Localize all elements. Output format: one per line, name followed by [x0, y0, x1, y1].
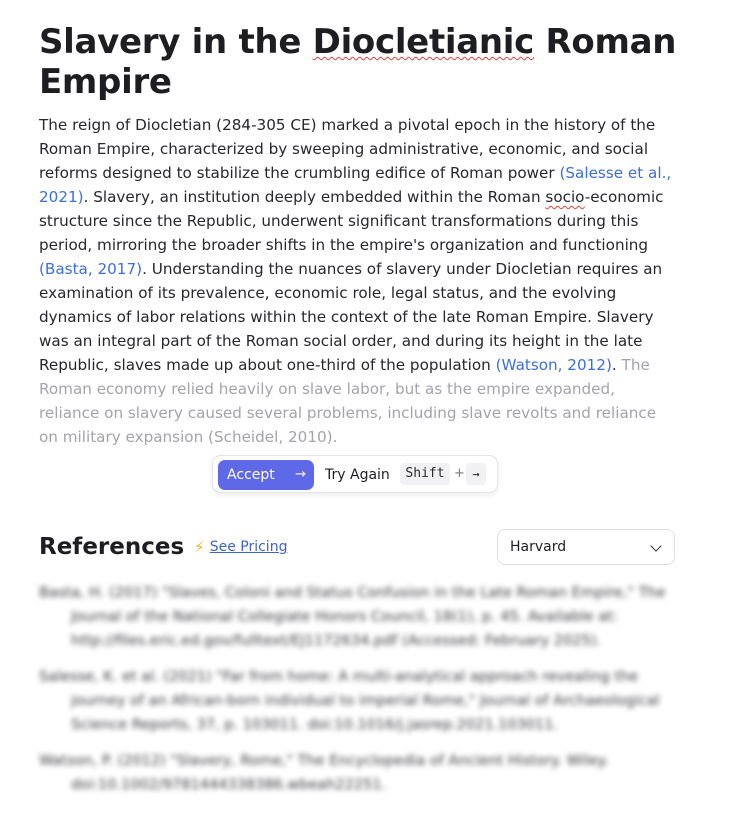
accept-label: Accept [227, 467, 275, 483]
arrow-key-hint-icon: → [466, 463, 486, 485]
citation-style-select[interactable] [497, 529, 675, 565]
misspelled-word[interactable]: socio [545, 188, 585, 206]
lightning-icon: ⚡ [194, 539, 205, 556]
reference-item: Salesse, K. et al. (2021) "Far from home: A multi-analytical approach revealing the journey of an African-born individual to imperial Rome," Journal of Archaeological Science Reports, 37, p. 103011. doi:10.1016/j.jasrep.2021.103011. [39, 669, 660, 733]
reference-list [39, 581, 679, 809]
reference-item: Basta, H. (2017) "Slaves, Coloni and Status Confusion in the Late Roman Empire," The Journal of the National Collegiate Honors Council, 18(1), p. 45. Available at: http://files.eric.ed.gov/fulltext/EJ1172634.pdf (Accessed: February 2025). [39, 585, 666, 649]
references-heading: References [39, 534, 185, 560]
chevron-down-icon [650, 540, 661, 551]
paragraph-text: . [611, 356, 617, 374]
document-title[interactable] [39, 22, 679, 102]
reference-item: Watson, P. (2012) "Slavery, Rome," The Encyclopedia of Ancient History. Wiley. doi:10.1002/9781444338386.wbeah22251. [39, 753, 609, 793]
shortcut-plus: + [454, 466, 465, 481]
document-paragraph[interactable] [39, 113, 679, 449]
accept-button[interactable] [218, 460, 314, 490]
citation-link[interactable]: (Basta, 2017) [39, 260, 143, 278]
title-text-1: Slavery in the [39, 22, 313, 62]
paragraph-text: The reign of Diocletian (284-305 CE) marked a pivotal epoch in the history of the Roman Empire, characterized by sweeping administrative, economic, and social reforms designed to stabilize the crumbling edifice of Roman power [39, 116, 656, 182]
document-editor[interactable] [39, 22, 679, 449]
paragraph-text: . Understanding the nuances of slavery under Diocletian requires an examination of its prevalence, economic role, legal status, and the evolving dynamics of labor relations within the context of the late Roman Empire. Slavery was an integral part of the Roman social order, and during its height in the late Republic, slaves made up about one-third of the population [39, 260, 663, 374]
citation-link[interactable]: (Salesse et al., 2021) [39, 164, 672, 206]
citation-style-value: Harvard [510, 539, 567, 555]
ai-suggestion-text: The Roman economy relied heavily on slave labor, but as the empire expanded, reliance on slavery caused several problems, including slave revolts and reliance on military expansion (Scheidel, 2010). [39, 356, 657, 446]
suggestion-toolbar [212, 455, 498, 493]
citation-link[interactable]: (Watson, 2012) [495, 356, 612, 374]
references-header [39, 530, 287, 564]
try-again-button[interactable]: Try Again [325, 467, 390, 483]
paragraph-text: . Slavery, an institution deeply embedded within the Roman [83, 188, 546, 206]
see-pricing-link[interactable]: See Pricing [209, 539, 288, 555]
misspelled-word[interactable]: Diocletianic [312, 22, 535, 62]
title-text-2: Roman Empire [39, 22, 677, 102]
arrow-right-icon: → [295, 467, 306, 482]
shift-key-hint: Shift [400, 463, 450, 485]
paragraph-text: -economic structure since the Republic, underwent significant transformations during this period, mirroring the broader shifts in the empire's organization and functioning [39, 188, 664, 254]
